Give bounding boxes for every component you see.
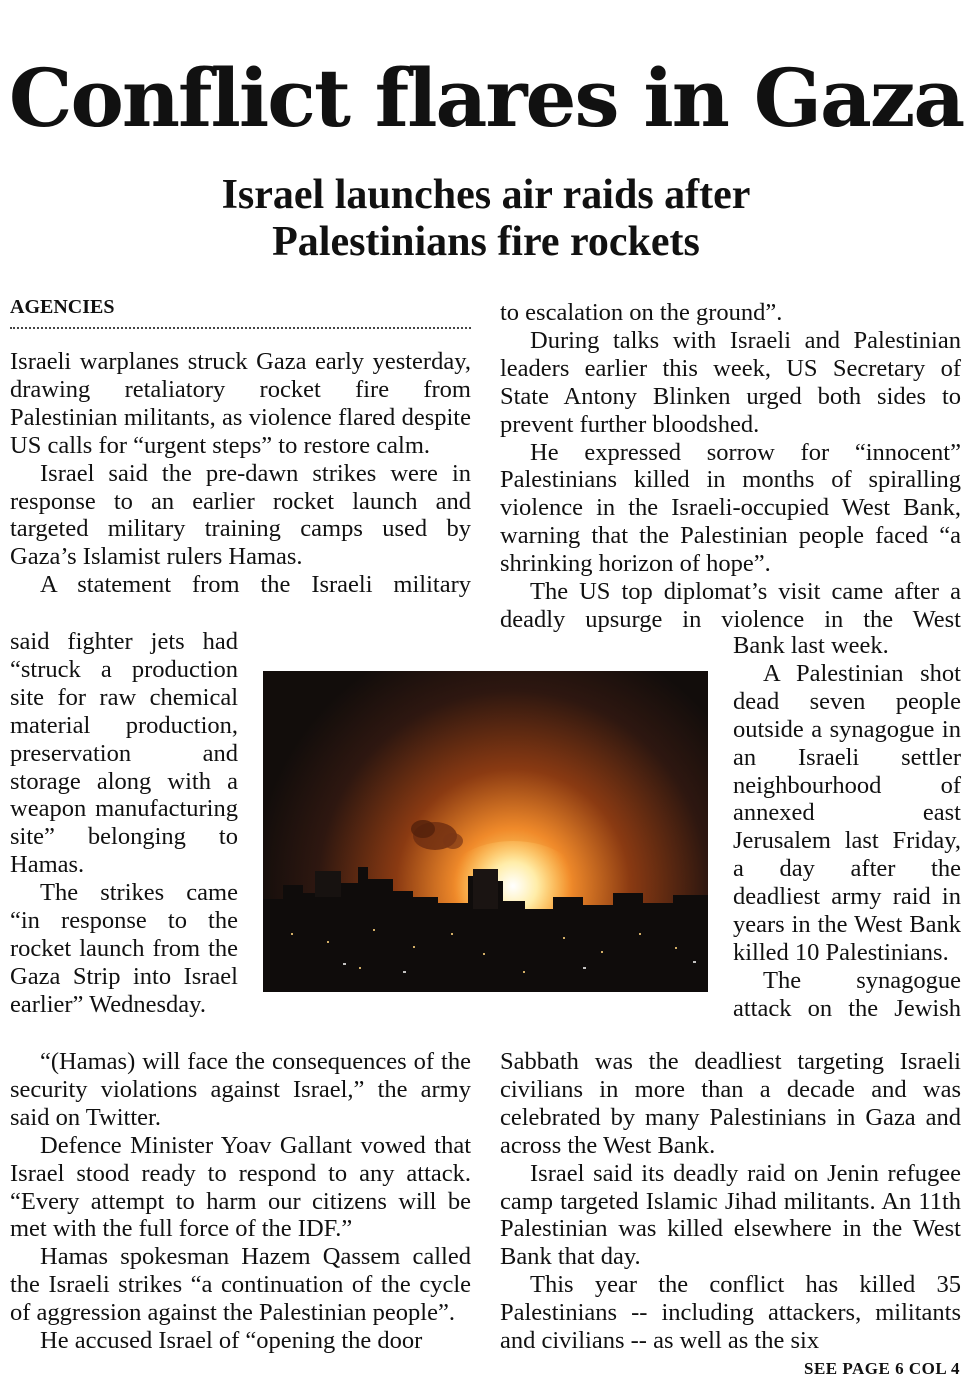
- continued-on-page-link[interactable]: SEE PAGE 6 COL 4: [804, 1359, 960, 1378]
- paragraph: “(Hamas) will face the consequences of the security violations against Israel,” the army said on Twitter.: [10, 1048, 471, 1131]
- column-1-bottom: [10, 1048, 471, 1355]
- paragraph: Israeli warplanes struck Gaza early yesterday, drawing retaliatory rocket fire from Palestinian militants, as violence flared despite US calls for “urgent steps” to restore calm.: [10, 348, 471, 459]
- paragraph: The US top diplomat’s visit came after a deadly upsurge in violence in the West: [500, 578, 961, 633]
- paragraph: said fighter jets had “struck a production site for raw chemical material production, preservation and storage along with a weapon manufacturing site” belonging to Hamas.: [10, 628, 238, 879]
- headline: Conflict flares in Gaza: [8, 51, 964, 145]
- column-2-bottom: [500, 1048, 961, 1355]
- paragraph: to escalation on the ground”.: [500, 299, 783, 326]
- paragraph: Defence Minister Yoav Gallant vowed that Israel stood ready to respond to any attack. “Every attempt to harm our citizens will be met with the full force of the IDF.”: [10, 1131, 471, 1243]
- paragraph: Sabbath was the deadliest targeting Israeli civilians in more than a decade and was celebrated by many Palestinians in Gaza and across the West Bank.: [500, 1048, 961, 1159]
- column-2-wrap: [733, 632, 961, 1023]
- subheadline: Israel launches air raids after Palestinians fire rockets: [221, 172, 751, 265]
- paragraph: Israel said the pre-dawn strikes were in response to an earlier rocket launch and targeted military training camps used by Gaza’s Islamist rulers Hamas.: [10, 459, 471, 571]
- paragraph: The strikes came “in response to the rocket launch from the Gaza Strip into Israel earlier” Wednesday.: [10, 879, 238, 1018]
- paragraph: This year the conflict has killed 35 Palestinians -- including attackers, militants and civilians -- as well as the six: [500, 1271, 961, 1355]
- paragraph: During talks with Israeli and Palestinian leaders earlier this week, US Secretary of State Antony Blinken urged both sides to prevent further bloodshed.: [500, 326, 961, 438]
- paragraph: A Palestinian shot dead seven people outside a synagogue in an Israeli settler neighbourhood of annexed east Jerusalem last Friday, a day after the deadliest army raid in years in the West Bank killed 10 Palestinians.: [733, 659, 961, 966]
- news-photo-gaza-airstrike: [263, 671, 708, 992]
- column-1-wrap: [10, 628, 238, 1019]
- byline: AGENCIES: [10, 296, 471, 329]
- paragraph: Bank last week.: [733, 632, 889, 659]
- paragraph: The synagogue attack on the Jewish: [733, 966, 961, 1022]
- paragraph: Hamas spokesman Hazem Qassem called the Israeli strikes “a continuation of the cycle of aggression against the Palestinian people”.: [10, 1243, 471, 1327]
- paragraph: Israel said its deadly raid on Jenin refugee camp targeted Islamic Jihad militants. An 11th Palestinian was killed elsewhere in the West Bank that day.: [500, 1159, 961, 1271]
- night-explosion-image: [263, 671, 708, 992]
- paragraph: A statement from the Israeli military: [40, 571, 471, 599]
- paragraph: He accused Israel of “opening the door: [40, 1327, 423, 1355]
- column-2-top: [500, 299, 961, 634]
- paragraph: He expressed sorrow for “innocent” Palestinians killed in months of spiralling violence in the Israeli-occupied West Bank, warning that the Palestinian people faced “a shrinking horizon of hope”.: [500, 438, 961, 578]
- column-1-top: [10, 348, 471, 599]
